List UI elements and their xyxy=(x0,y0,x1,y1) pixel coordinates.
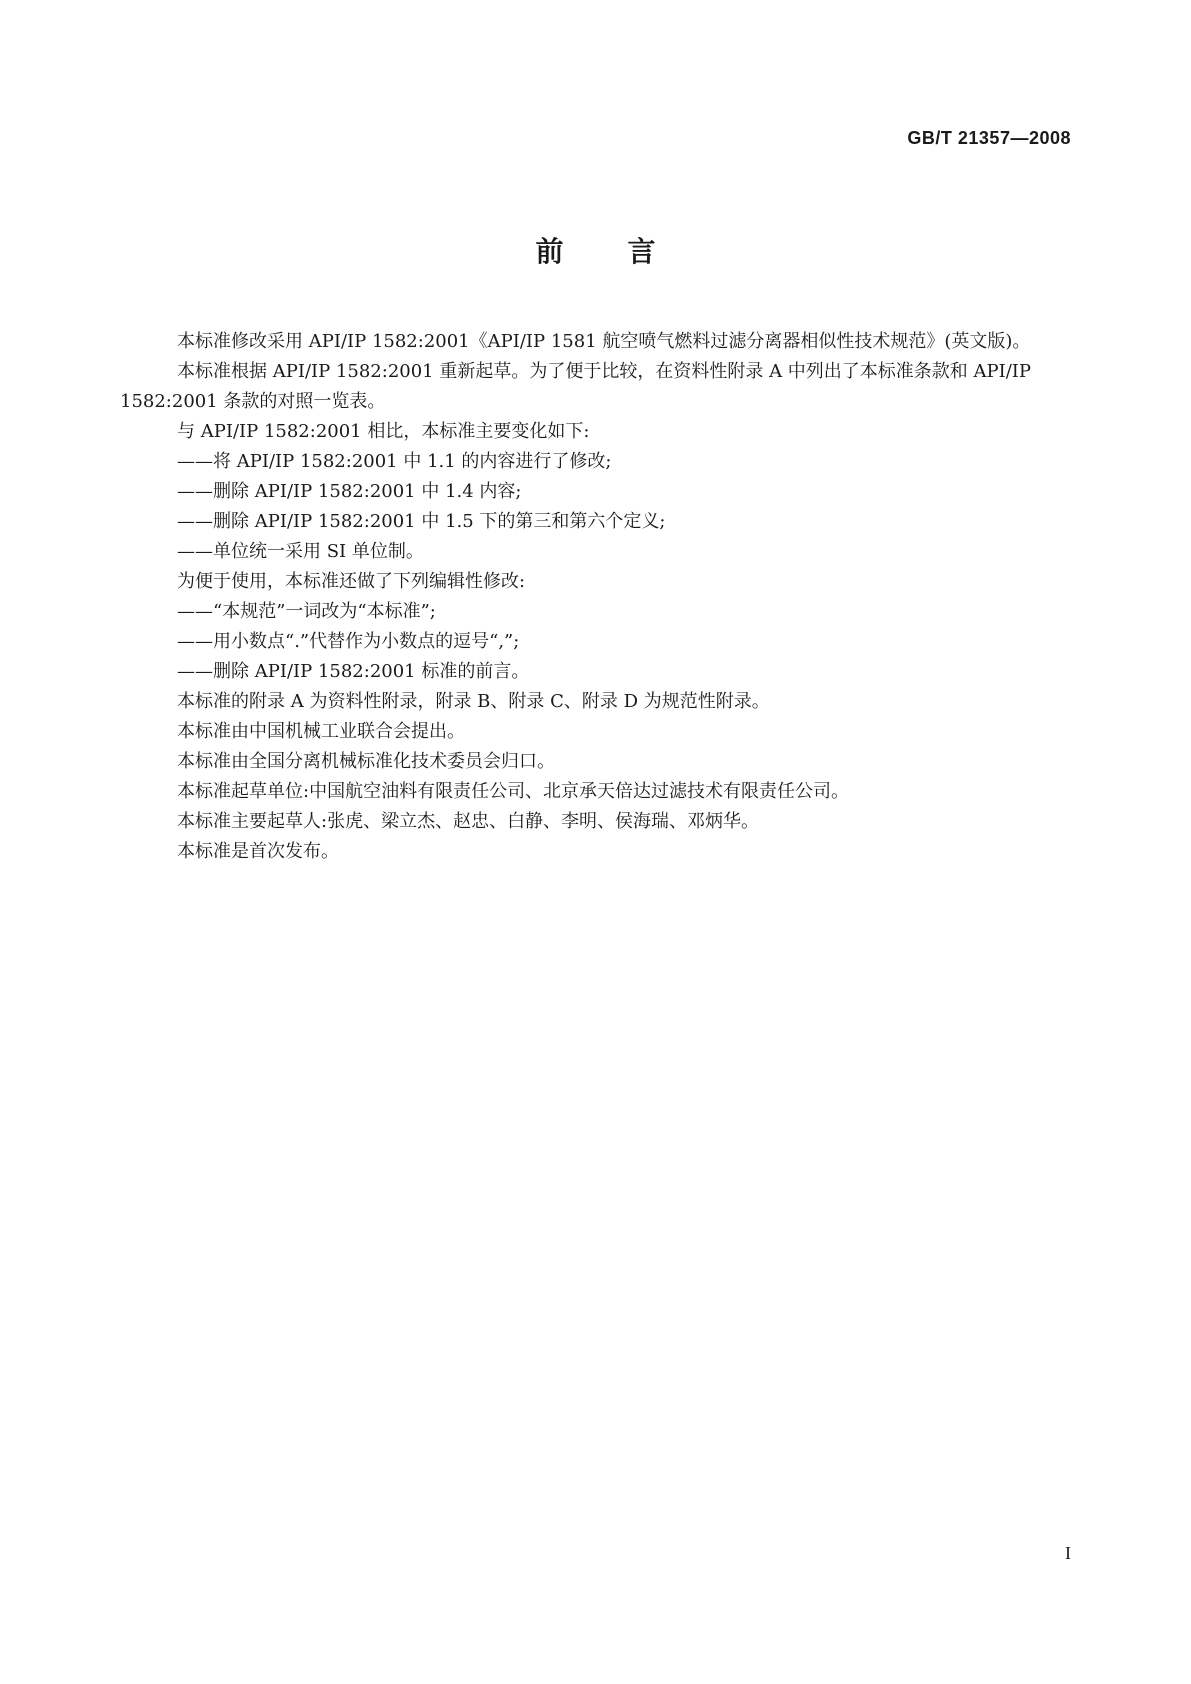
paragraph-main-changes-intro: 与 API/IP 1582:2001 相比，本标准主要变化如下: xyxy=(177,421,590,442)
paragraph-annexes: 本标准的附录 A 为资料性附录，附录 B、附录 C、附录 D 为规范性附录。 xyxy=(177,691,770,712)
list-item-change-1: ——将 API/IP 1582:2001 中 1.1 的内容进行了修改; xyxy=(177,451,612,472)
paragraph-centralized-by: 本标准由全国分离机械标准化技术委员会归口。 xyxy=(177,751,555,772)
page-title: 前言 xyxy=(535,235,720,268)
standard-code: GB/T 21357—2008 xyxy=(907,128,1071,148)
paragraph-editorial-intro: 为便于使用，本标准还做了下列编辑性修改: xyxy=(177,571,526,592)
list-item-change-2: ——删除 API/IP 1582:2001 中 1.4 内容; xyxy=(177,481,522,502)
paragraph-drafters: 本标准主要起草人:张虎、梁立杰、赵忠、白静、李明、侯海瑞、邓炳华。 xyxy=(177,811,760,832)
paragraph-redrafting: 本标准根据 API/IP 1582:2001 重新起草。为了便于比较，在资料性附录 A 中列出了本标准条款和 API/IP 1582:2001 条款的对照一览表。 xyxy=(120,361,1032,412)
paragraph-first-release: 本标准是首次发布。 xyxy=(177,841,339,862)
list-item-editorial-3: ——删除 API/IP 1582:2001 标准的前言。 xyxy=(177,661,530,682)
list-item-change-3: ——删除 API/IP 1582:2001 中 1.5 下的第三和第六个定义; xyxy=(177,511,666,532)
foreword-body xyxy=(120,327,1070,867)
paragraph-adoption: 本标准修改采用 API/IP 1582:2001《API/IP 1581 航空喷气燃料过滤分离器相似性技术规范》(英文版)。 xyxy=(177,331,1031,352)
page-number: I xyxy=(1065,1543,1071,1563)
list-item-editorial-1: ——“本规范”一词改为“本标准”; xyxy=(177,601,436,622)
list-item-change-4: ——单位统一采用 SI 单位制。 xyxy=(177,541,424,562)
list-item-editorial-2: ——用小数点“.”代替作为小数点的逗号“,”; xyxy=(177,631,520,652)
paragraph-proposed-by: 本标准由中国机械工业联合会提出。 xyxy=(177,721,465,742)
paragraph-drafting-units: 本标准起草单位:中国航空油料有限责任公司、北京承天倍达过滤技术有限责任公司。 xyxy=(177,781,850,802)
